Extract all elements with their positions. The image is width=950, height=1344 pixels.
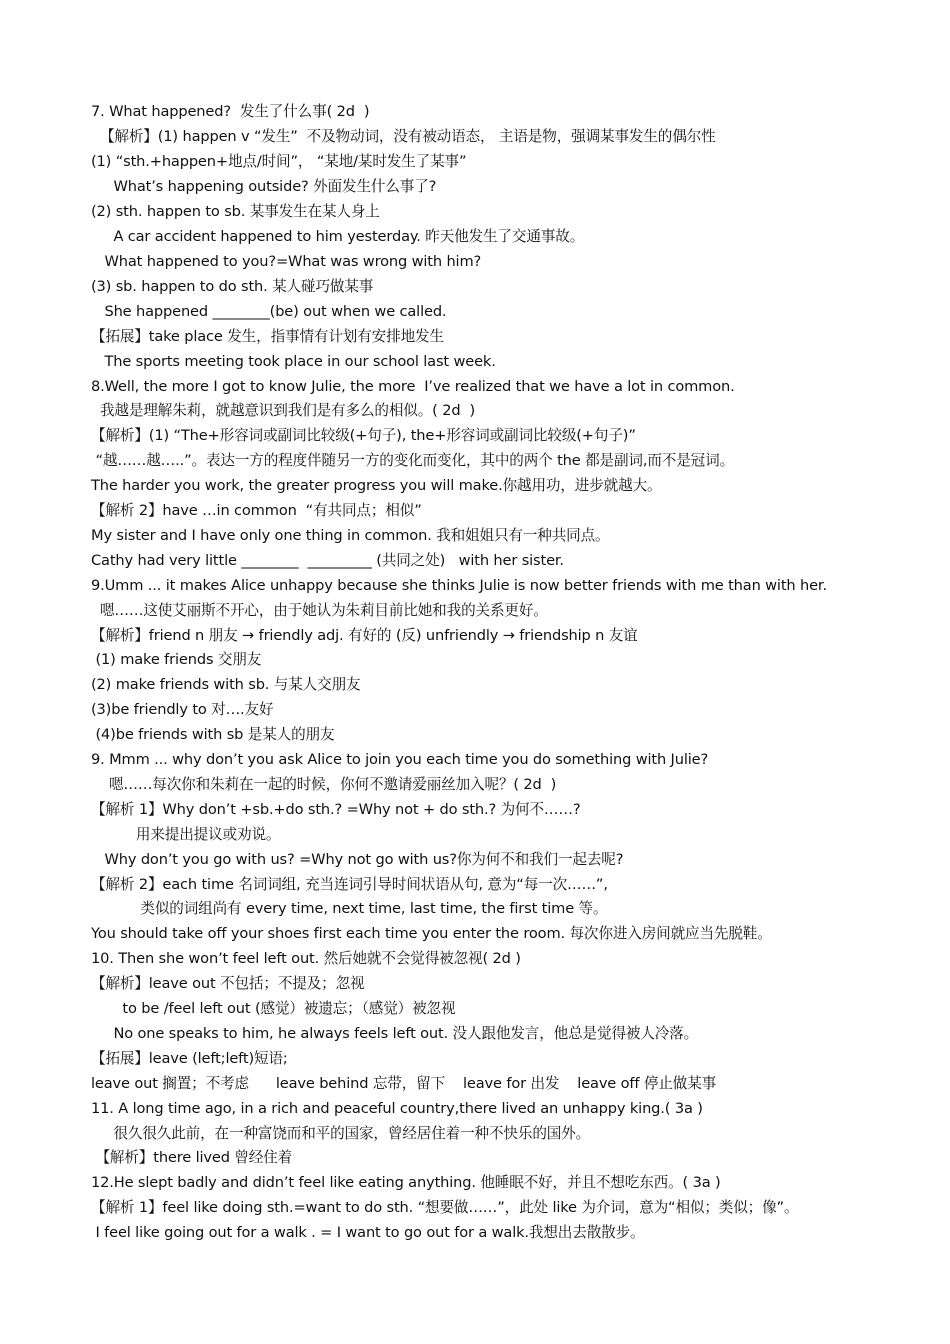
text-line: 12.He slept badly and didn’t feel like eating anything. 他睡眠不好，并且不想吃东西。( 3a )	[91, 1174, 721, 1191]
text-line: 【解析】there lived 曾经住着	[91, 1149, 293, 1166]
text-line: 【解析 2】each time 名词词组, 充当连词引导时间状语从句, 意为“每一次……”,	[91, 876, 608, 893]
text-line: What’s happening outside? 外面发生什么事了?	[91, 178, 437, 195]
text-line: What happened to you?=What was wrong with him?	[91, 253, 482, 270]
text-line: 【解析】(1) “The+形容词或副词比较级(+句子), the+形容词或副词比较级(+句子)”	[91, 427, 636, 444]
text-line: You should take off your shoes first each time you enter the room. 每次你进入房间就应当先脱鞋。	[91, 925, 772, 942]
text-line: (2) make friends with sb. 与某人交朋友	[91, 676, 361, 693]
text-line: I feel like going out for a walk . = I want to go out for a walk.我想出去散散步。	[91, 1224, 645, 1241]
text-line: 【解析 1】Why don’t +sb.+do sth.? =Why not + do sth.? 为何不……?	[91, 801, 581, 818]
text-line: Why don’t you go with us? =Why not go with us?你为何不和我们一起去呢?	[91, 851, 624, 868]
text-line: 类似的词组尚有 every time, next time, last time, the first time 等。	[91, 900, 608, 917]
text-line: 【解析】leave out 不包括；不提及；忽视	[91, 975, 365, 992]
text-line: (1) “sth.+happen+地点/时间”， “某地/某时发生了某事”	[91, 153, 467, 170]
text-line: 10. Then she won’t feel left out. 然后她就不会觉得被忽视( 2d )	[91, 950, 521, 967]
text-line: to be /feel left out (感觉）被遗忘；（感觉）被忽视	[91, 1000, 456, 1017]
text-line: 嗯……每次你和朱莉在一起的时候，你何不邀请爱丽丝加入呢？( 2d )	[91, 776, 557, 793]
text-line: 【解析】friend n 朋友 → friendly adj. 有好的 (反) unfriendly → friendship n 友谊	[91, 627, 638, 644]
text-line: 很久很久此前，在一种富饶而和平的国家，曾经居住着一种不快乐的国外。	[91, 1125, 591, 1142]
text-line: 9. Mmm ... why don’t you ask Alice to join you each time you do something with Julie?	[91, 751, 709, 768]
text-line: (3) sb. happen to do sth. 某人碰巧做某事	[91, 278, 374, 295]
text-line: leave out 搁置；不考虑 leave behind 忘带，留下 leave for 出发 leave off 停止做某事	[91, 1075, 717, 1092]
text-line: 9.Umm ... it makes Alice unhappy because she thinks Julie is now better friends with me than with her.	[91, 577, 827, 594]
text-line: 8.Well, the more I got to know Julie, the more I’ve realized that we have a lot in common.	[91, 378, 735, 395]
text-line: 【解析】(1) happen v “发生” 不及物动词，没有被动语态， 主语是物，强调某事发生的偶尔性	[91, 128, 716, 145]
text-line: The sports meeting took place in our school last week.	[91, 353, 496, 370]
text-line: 用来提出提议或劝说。	[91, 826, 281, 843]
text-line: 嗯……这使艾丽斯不开心，由于她认为朱莉目前比她和我的关系更好。	[91, 602, 548, 619]
text-line: The harder you work, the greater progress you will make.你越用功，进步就越大。	[91, 477, 662, 494]
text-line: 【拓展】leave (left;left)短语;	[91, 1050, 288, 1067]
text-line: 7. What happened? 发生了什么事( 2d )	[91, 103, 370, 120]
text-line: She happened ________(be) out when we called.	[91, 303, 447, 320]
text-line: My sister and I have only one thing in common. 我和姐姐只有一种共同点。	[91, 527, 610, 544]
text-line: (4)be friends with sb 是某人的朋友	[91, 726, 335, 743]
text-line: 【解析 1】feel like doing sth.=want to do sth. “想要做……”，此处 like 为介词，意为“相似；类似；像”。	[91, 1199, 799, 1216]
text-line: 【拓展】take place 发生，指事情有计划有安排地发生	[91, 328, 444, 345]
text-line: 11. A long time ago, in a rich and peaceful country,there lived an unhappy king.( 3a )	[91, 1100, 703, 1117]
text-line: (1) make friends 交朋友	[91, 651, 262, 668]
text-line: (2) sth. happen to sb. 某事发生在某人身上	[91, 203, 380, 220]
text-line: A car accident happened to him yesterday. 昨天他发生了交通事故。	[91, 228, 585, 245]
text-line: 我越是理解朱莉，就越意识到我们是有多么的相似。( 2d )	[91, 402, 475, 419]
text-line: 【解析 2】have …in common “有共同点；相似”	[91, 502, 422, 519]
text-line: No one speaks to him, he always feels left out. 没人跟他发言，他总是觉得被人冷落。	[91, 1025, 699, 1042]
text-line: Cathy had very little ________ _________ (共同之处) with her sister.	[91, 552, 564, 569]
text-line: (3)be friendly to 对….友好	[91, 701, 274, 718]
text-line: “越……越…..”。表达一方的程度伴随另一方的变化而变化，其中的两个 the 都是副词,而不是冠词。	[91, 452, 735, 469]
